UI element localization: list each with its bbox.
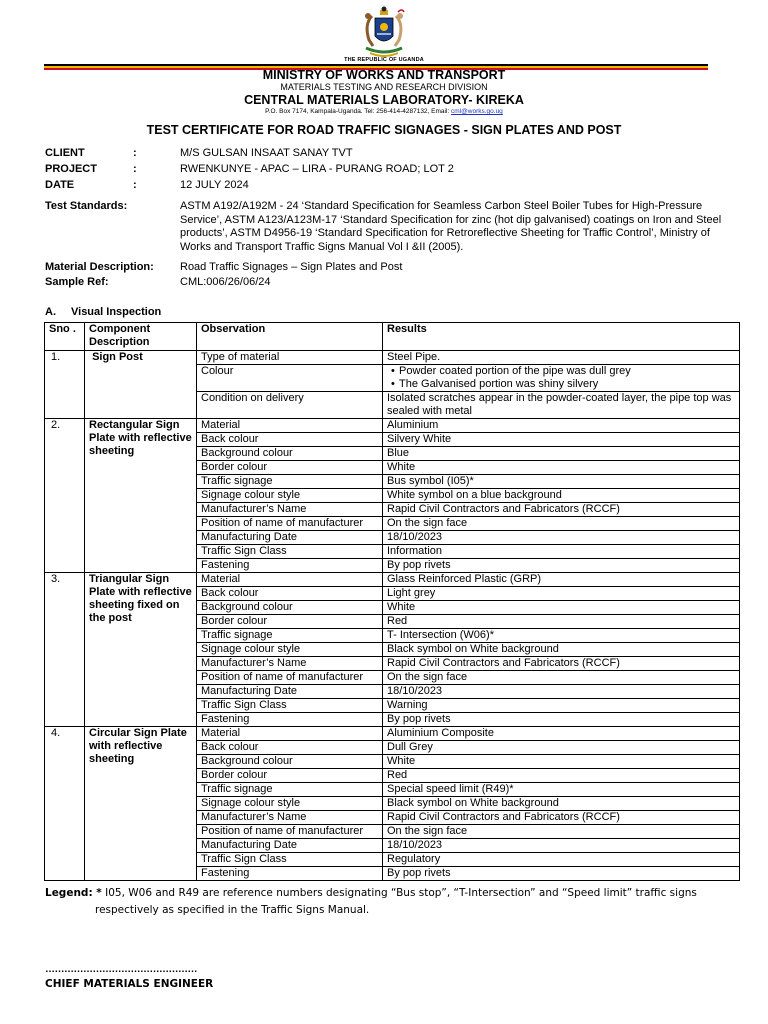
section-title: Visual Inspection: [71, 306, 162, 318]
row-observation: Border colour: [197, 461, 383, 475]
row-observation: Manufacturer’s Name: [197, 811, 383, 825]
row-component: Sign Post: [85, 351, 197, 419]
division-title: MATERIALS TESTING AND RESEARCH DIVISION: [280, 82, 488, 92]
row-observation: Traffic Sign Class: [197, 699, 383, 713]
row-observation: Position of name of manufacturer: [197, 825, 383, 839]
contact-line: [0, 108, 768, 115]
row-result: Glass Reinforced Plastic (GRP): [383, 573, 740, 587]
row-observation: Background colour: [197, 755, 383, 769]
sample-value: CML:006/26/06/24: [180, 276, 271, 288]
row-observation: Signage colour style: [197, 643, 383, 657]
client-label: CLIENT: [45, 147, 85, 159]
row-observation: Background colour: [197, 447, 383, 461]
legend-line-1: I05, W06 and R49 are reference numbers designating “Bus stop”, “T-Intersection” and “Speed limit” traffic signs: [101, 887, 697, 899]
visual-inspection-table: [44, 322, 740, 881]
row-observation: Fastening: [197, 713, 383, 727]
row-result: White: [383, 461, 740, 475]
row-sno: 1.: [45, 351, 85, 419]
project-label: PROJECT: [45, 163, 97, 175]
row-result: Red: [383, 769, 740, 783]
ministry-title: MINISTRY OF WORKS AND TRANSPORT: [262, 68, 506, 82]
row-result: By pop rivets: [383, 867, 740, 881]
signature-line: …………………………………………: [45, 964, 197, 975]
row-observation: Material: [197, 727, 383, 741]
coat-of-arms-icon: [344, 6, 424, 62]
date-value: 12 JULY 2024: [180, 179, 249, 191]
row-result: Black symbol on White background: [383, 643, 740, 657]
section-letter: A.: [45, 306, 56, 318]
header-results: Results: [383, 323, 740, 351]
row-observation: Border colour: [197, 615, 383, 629]
row-result: 18/10/2023: [383, 531, 740, 545]
legend-line-2: respectively as specified in the Traffic Signs Manual.: [95, 904, 370, 916]
row-result: Aluminium Composite: [383, 727, 740, 741]
table-row: [45, 419, 740, 433]
table-header-row: [45, 323, 740, 351]
row-observation: Back colour: [197, 433, 383, 447]
header-component: Component Description: [85, 323, 197, 351]
row-result: Regulatory: [383, 853, 740, 867]
header-observation: Observation: [197, 323, 383, 351]
row-component: Triangular Sign Plate with reflective sheeting fixed on the post: [85, 573, 197, 727]
certificate-title: TEST CERTIFICATE FOR ROAD TRAFFIC SIGNAGES - SIGN PLATES AND POST: [146, 123, 622, 137]
row-observation: Manufacturer’s Name: [197, 503, 383, 517]
section-heading: [45, 306, 161, 318]
row-result: On the sign face: [383, 517, 740, 531]
row-result: Light grey: [383, 587, 740, 601]
project-value: RWENKUNYE - APAC – LIRA - PURANG ROAD; LOT 2: [180, 163, 454, 175]
row-observation: Traffic Sign Class: [197, 545, 383, 559]
client-value: M/S GULSAN INSAAT SANAY TVT: [180, 147, 353, 159]
material-label: Material Description:: [45, 261, 154, 273]
material-row: [45, 261, 725, 275]
row-result: White: [383, 601, 740, 615]
result-bullet: • The Galvanised portion was shiny silvery: [387, 378, 735, 391]
client-row: [45, 147, 725, 161]
row-observation: Position of name of manufacturer: [197, 517, 383, 531]
row-observation: Fastening: [197, 559, 383, 573]
row-observation: Traffic signage: [197, 629, 383, 643]
row-result: Red: [383, 615, 740, 629]
row-result: On the sign face: [383, 825, 740, 839]
result-bullet: • Powder coated portion of the pipe was dull grey: [387, 365, 735, 378]
test-standards-value: ASTM A192/A192M - 24 ‘Standard Specification for Seamless Carbon Steel Boiler Tubes for High-Pressure Service’, ASTM A123/A123M-17 ‘Standard Specification for zinc (hot dip galvanised) coatings on Iron and Steel products’, ASTM D4956-19 ‘Standard Specification for Retroreflective Sheeting for Traffic Control’, Ministry of Works and Transport Traffic Signs Manual Vol I &II (2005).: [180, 200, 722, 254]
material-value: Road Traffic Signages – Sign Plates and Post: [180, 261, 403, 273]
project-row: [45, 163, 725, 177]
row-result: By pop rivets: [383, 559, 740, 573]
row-result: Black symbol on White background: [383, 797, 740, 811]
row-observation: Traffic signage: [197, 783, 383, 797]
row-component: Rectangular Sign Plate with reflective sheeting: [85, 419, 197, 573]
row-observation: Material: [197, 419, 383, 433]
row-result: Information: [383, 545, 740, 559]
row-observation: Fastening: [197, 867, 383, 881]
row-result: [383, 365, 740, 392]
sample-label: Sample Ref:: [45, 276, 109, 288]
laboratory-title: CENTRAL MATERIALS LABORATORY- KIREKA: [244, 93, 524, 107]
row-observation: Manufacturer’s Name: [197, 657, 383, 671]
legend-label: Legend: *: [45, 887, 102, 899]
row-observation: Background colour: [197, 601, 383, 615]
row-result: Dull Grey: [383, 741, 740, 755]
row-sno: 4.: [45, 727, 85, 881]
row-observation: Colour: [197, 365, 383, 392]
republic-label: THE REPUBLIC OF UGANDA: [344, 57, 424, 63]
row-result: T- Intersection (W06)*: [383, 629, 740, 643]
row-result: By pop rivets: [383, 713, 740, 727]
row-observation: Material: [197, 573, 383, 587]
row-observation: Condition on delivery: [197, 392, 383, 419]
row-observation: Position of name of manufacturer: [197, 671, 383, 685]
row-observation: Signage colour style: [197, 489, 383, 503]
client-colon: :: [133, 147, 137, 159]
row-result: On the sign face: [383, 671, 740, 685]
project-colon: :: [133, 163, 137, 175]
test-standards-label: Test Standards:: [45, 200, 128, 212]
row-observation: Traffic signage: [197, 475, 383, 489]
legend: [45, 885, 705, 919]
table-row: [45, 727, 740, 741]
row-observation: Back colour: [197, 587, 383, 601]
row-result: Rapid Civil Contractors and Fabricators (RCCF): [383, 811, 740, 825]
row-observation: Manufacturing Date: [197, 685, 383, 699]
row-result: Steel Pipe.: [383, 351, 740, 365]
header-sno: Sno .: [45, 323, 85, 351]
row-result: 18/10/2023: [383, 839, 740, 853]
row-observation: Manufacturing Date: [197, 839, 383, 853]
row-sno: 3.: [45, 573, 85, 727]
row-result: Blue: [383, 447, 740, 461]
table-row: [45, 351, 740, 365]
row-observation: Type of material: [197, 351, 383, 365]
row-result: Rapid Civil Contractors and Fabricators (RCCF): [383, 657, 740, 671]
signatory-title: CHIEF MATERIALS ENGINEER: [45, 978, 214, 990]
date-row: [45, 179, 725, 193]
row-result: White: [383, 755, 740, 769]
row-result: White symbol on a blue background: [383, 489, 740, 503]
row-result: Aluminium: [383, 419, 740, 433]
row-sno: 2.: [45, 419, 85, 573]
email-link[interactable]: cml@works.go.ug: [451, 108, 503, 115]
row-result: Special speed limit (R49)*: [383, 783, 740, 797]
row-observation: Border colour: [197, 769, 383, 783]
row-observation: Traffic Sign Class: [197, 853, 383, 867]
table-body: [45, 351, 740, 881]
row-observation: Back colour: [197, 741, 383, 755]
row-component: Circular Sign Plate with reflective sheeting: [85, 727, 197, 881]
contact-text: P.O. Box 7174, Kampala-Uganda. Tel: 256-414-4287132, Email:: [265, 108, 450, 115]
sample-row: [45, 276, 725, 290]
row-result: Rapid Civil Contractors and Fabricators (RCCF): [383, 503, 740, 517]
row-result: Warning: [383, 699, 740, 713]
table-row: [45, 573, 740, 587]
row-observation: Signage colour style: [197, 797, 383, 811]
date-colon: :: [133, 179, 137, 191]
row-result: Isolated scratches appear in the powder-coated layer, the pipe top was sealed with metal: [383, 392, 740, 419]
row-observation: Manufacturing Date: [197, 531, 383, 545]
row-result: Silvery White: [383, 433, 740, 447]
date-label: DATE: [45, 179, 75, 191]
row-result: Bus symbol (I05)*: [383, 475, 740, 489]
row-result: 18/10/2023: [383, 685, 740, 699]
